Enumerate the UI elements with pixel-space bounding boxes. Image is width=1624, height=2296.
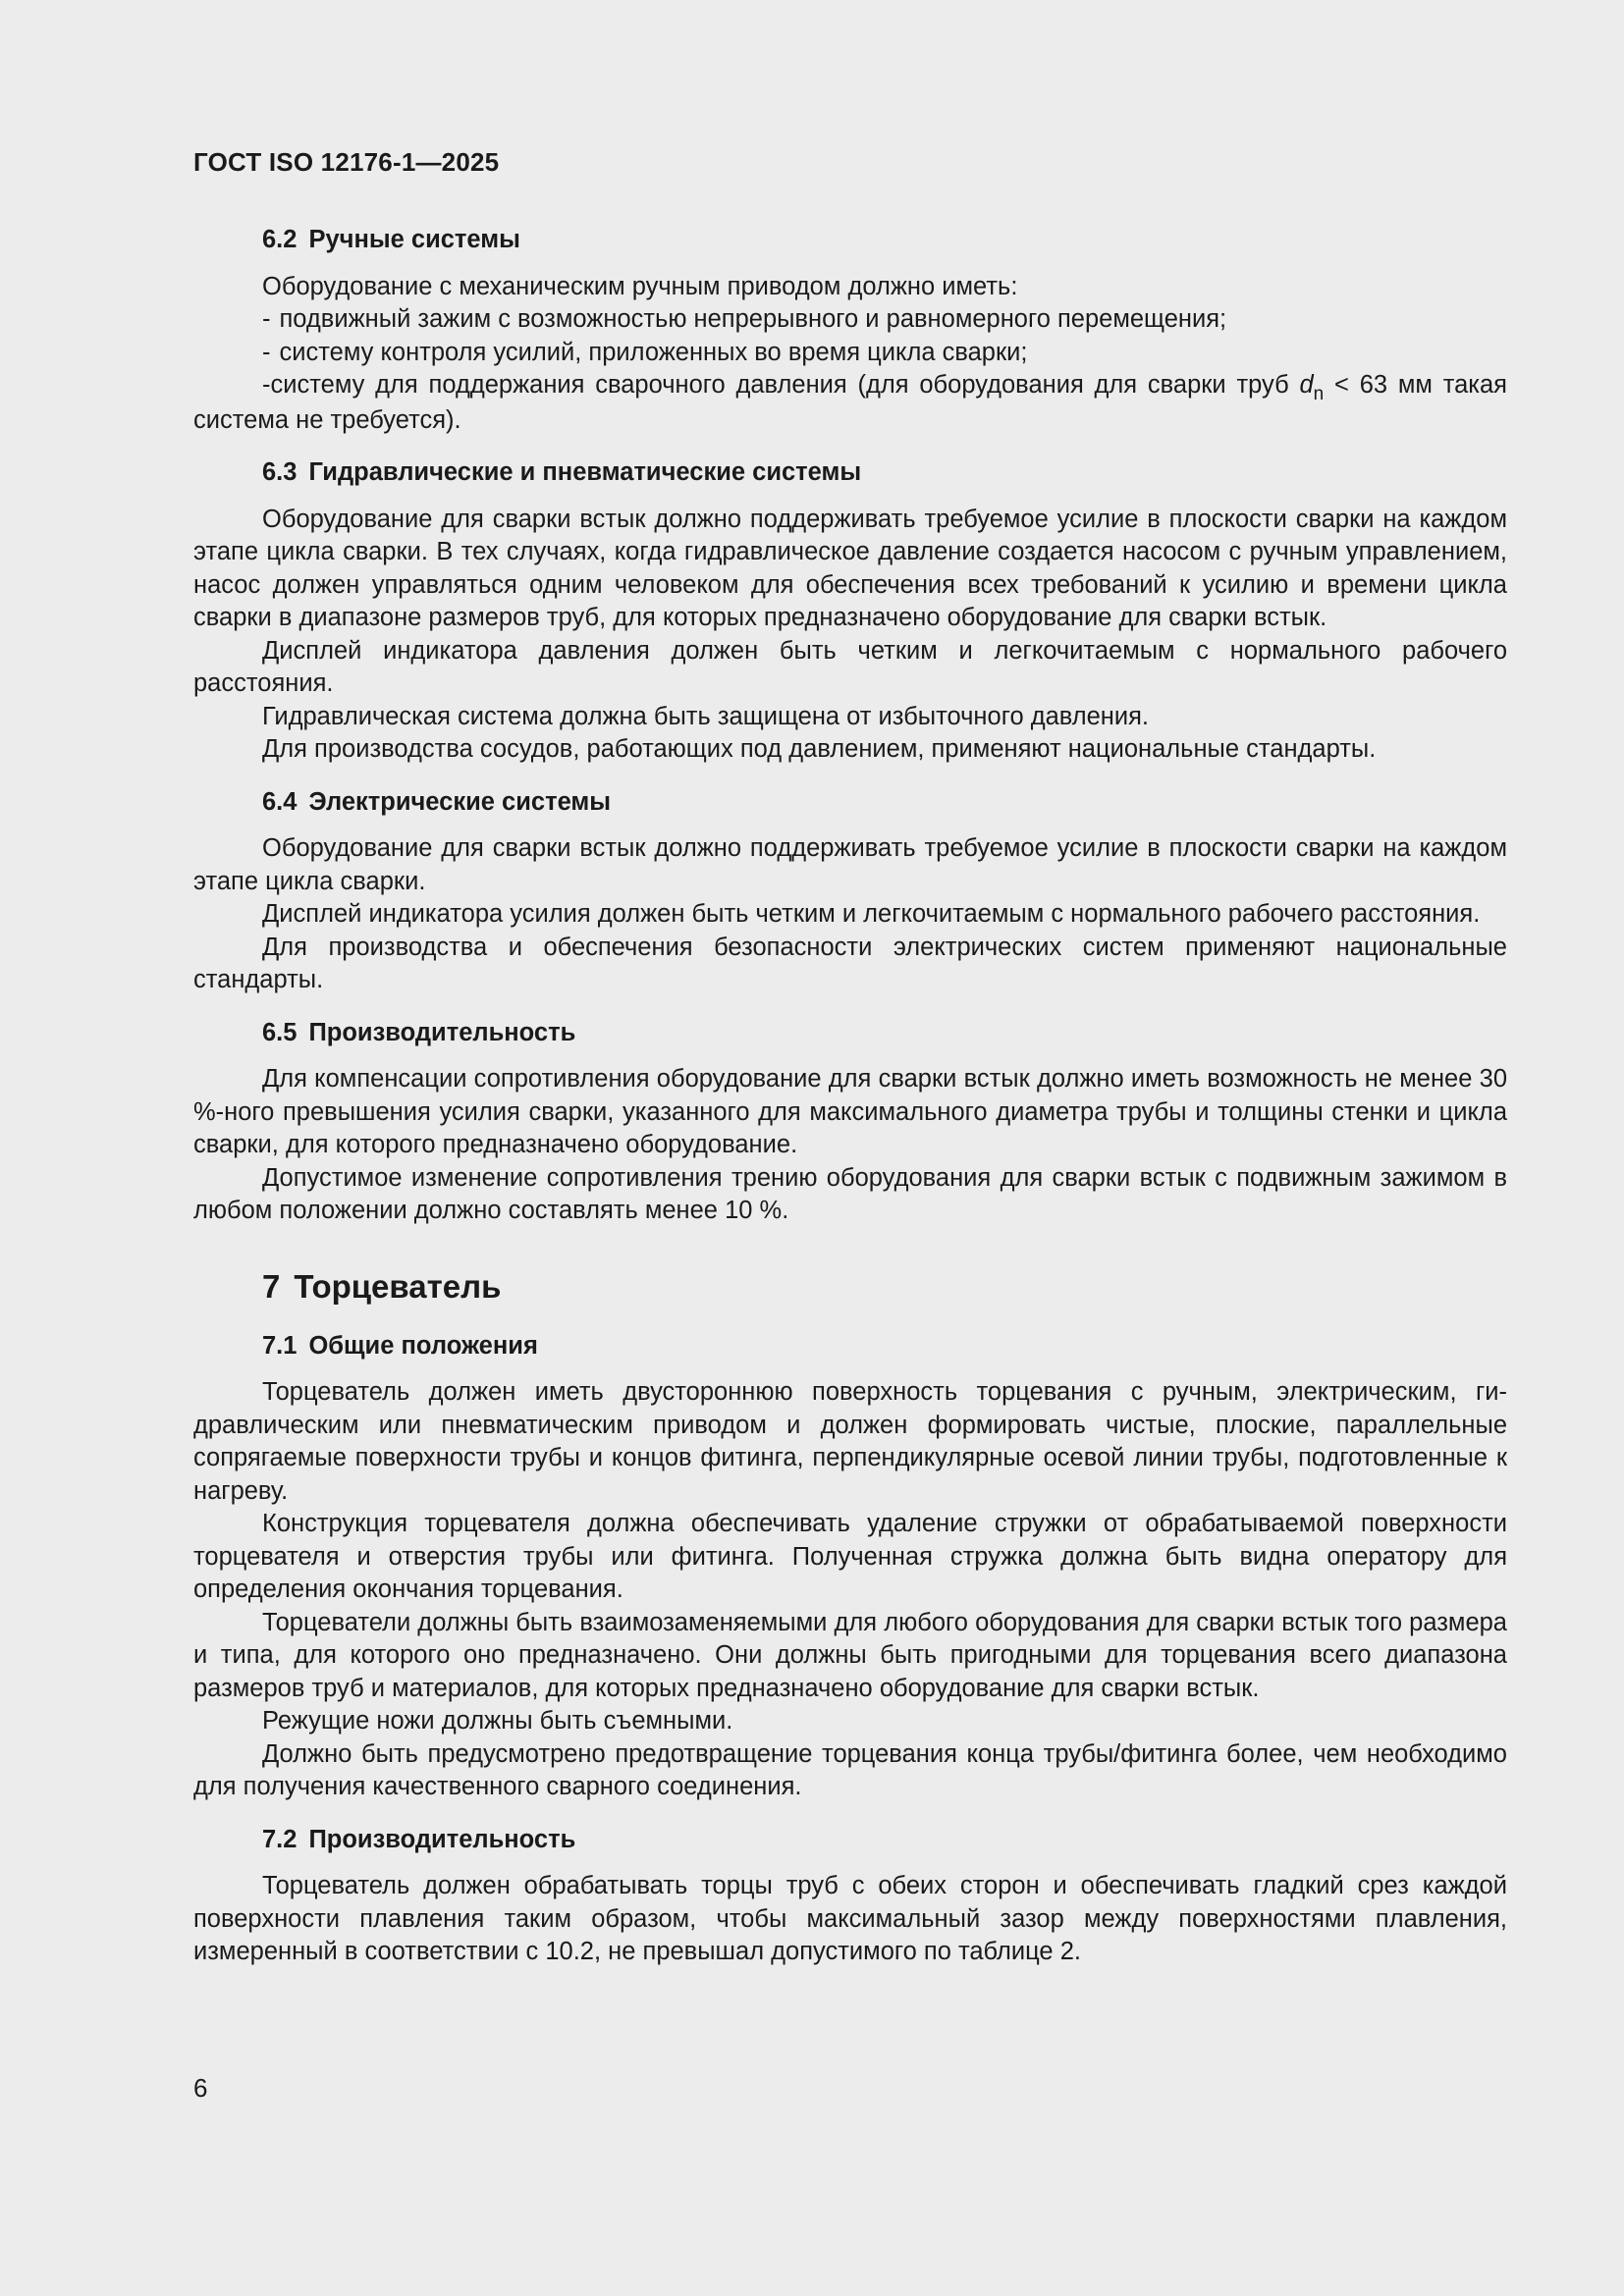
section-heading-6-5 [193,1017,1507,1050]
section-heading-7-1 [193,1330,1507,1363]
section-number: 6.4 [262,787,298,816]
paragraph: Для производства и обеспечения безопасности электрических систем применяют национальные стандарты. [193,933,1507,993]
list-dash: - [262,305,271,333]
section-heading-6-2 [193,224,1507,257]
list-item-text: систему для поддержания сварочного давления (для оборудования для сварки труб [270,371,1300,399]
paragraph: Торцеватель должен обрабатывать торцы труб с обеих сторон и обеспечивать гладкий срез каждой поверхности плавления таким образом, чтобы максимальный зазор между поверхностями плавления, измеренный в соответствии с 10.2, не превышал допустимого по таблице 2. [193,1872,1507,1965]
chapter-title: Торцеватель [294,1267,502,1305]
page-number: 6 [193,2073,208,2103]
chapter-heading-7 [193,1267,1507,1307]
paragraph: Оборудование для сварки встык должно поддерживать требуемое усилие в плоскости сварки на каждом этапе цикла сварки. [193,834,1507,895]
document-body [193,224,1507,1969]
section-heading-7-2 [193,1824,1507,1857]
section-number: 7.1 [262,1331,298,1360]
paragraph: Должно быть предусмотрено предотвращение торцевания конца трубы/фитинга более, чем необходимо для получения качественного сварного соединения. [193,1739,1507,1800]
list-item-text: < 63 мм такая система не требуется). [193,371,1507,434]
section-heading-6-4 [193,786,1507,820]
section-number: 7.2 [262,1825,298,1853]
paragraph: Гидравлическая система должна быть защищена от избыточного давления. [262,702,1150,730]
paragraph: Допустимое изменение сопротивления трению оборудования для сварки встык с подвижным зажимом в любом положении должно составлять менее 10 %. [193,1163,1507,1224]
document-header: ГОСТ ISO 12176-1—2025 [193,147,500,177]
chapter-number: 7 [262,1267,281,1305]
paragraph: Оборудование с механическим ручным приводом должно иметь: [262,272,1018,300]
section-title: Ручные системы [308,226,520,253]
section-number: 6.5 [262,1018,298,1046]
paragraph: Торцеватели должны быть взаимозаменяемыми для любого оборудования для сварки встык того размера и типа, для которого оно предназначено. Они должны быть пригодными для торцевания всего диапазона размеров труб и материалов, для которых предназначено оборудование для сварки встык. [193,1608,1507,1702]
paragraph: Оборудование для сварки встык должно поддерживать требуемое усилие в плоскости сварки на каждом этапе цикла сварки. В тех случаях, когда гидравлическое давление создается насосом с ручным управлением, насос должен управляться одним человеком для обеспечения всех требований к усилию и времени цикла сварки в диапазоне размеров труб, для которых предназначено оборудование для сварки встык. [193,505,1507,631]
list-item [193,369,1507,437]
list-item-text: подвижный зажим с возможностью непрерывного и равномерного перемещения; [279,305,1227,333]
paragraph: Дисплей индикатора давления должен быть четким и легкочитаемым с нормального рабочего расстояния. [193,636,1507,697]
list-dash: - [262,371,271,399]
list-dash: - [262,338,271,366]
section-title: Производительность [308,1825,576,1853]
section-number: 6.3 [262,458,298,486]
section-title: Гидравлические и пневматические системы [308,458,862,486]
list-item [193,337,1507,370]
section-heading-6-3 [193,456,1507,490]
math-variable: d [1299,371,1314,399]
paragraph: Режущие ножи должны быть съемными. [262,1707,733,1735]
paragraph: Для производства сосудов, работающих под давлением, применяют национальные стандарты. [262,735,1377,763]
section-title: Электрические системы [308,787,612,816]
paragraph: Для компенсации сопротивления оборудование для сварки встык должно иметь возможность не менее 30 %-ного превышения усилия сварки, указанного для максимального диаметра трубы и толщины стенки и цикла сварки, для которого предназначено оборудование. [193,1065,1507,1158]
section-title: Общие положения [308,1331,538,1360]
paragraph: Торцеватель должен иметь двустороннюю поверхность торцевания с ручным, электрическим, гидравлическим или пневматическим приводом и должен формировать чистые, плоские, параллельные сопрягаемые поверхности трубы и концов фитинга, перпендикулярные осевой линии трубы, подготовленные к нагреву. [193,1378,1507,1505]
section-number: 6.2 [262,226,298,253]
list-item [193,303,1507,337]
list-item-text: систему контроля усилий, приложенных во время цикла сварки; [279,338,1028,366]
section-title: Производительность [308,1018,576,1046]
math-subscript: n [1313,384,1325,404]
paragraph: Дисплей индикатора усилия должен быть четким и легкочитаемым с нормального рабочего расстояния. [262,900,1481,928]
paragraph: Конструкция торцевателя должна обеспечивать удаление стружки от обрабатываемой поверхности торцевателя и отверстия трубы или фитинга. Полученная стружка должна быть видна оператору для определения окончания торцевания. [193,1510,1507,1603]
